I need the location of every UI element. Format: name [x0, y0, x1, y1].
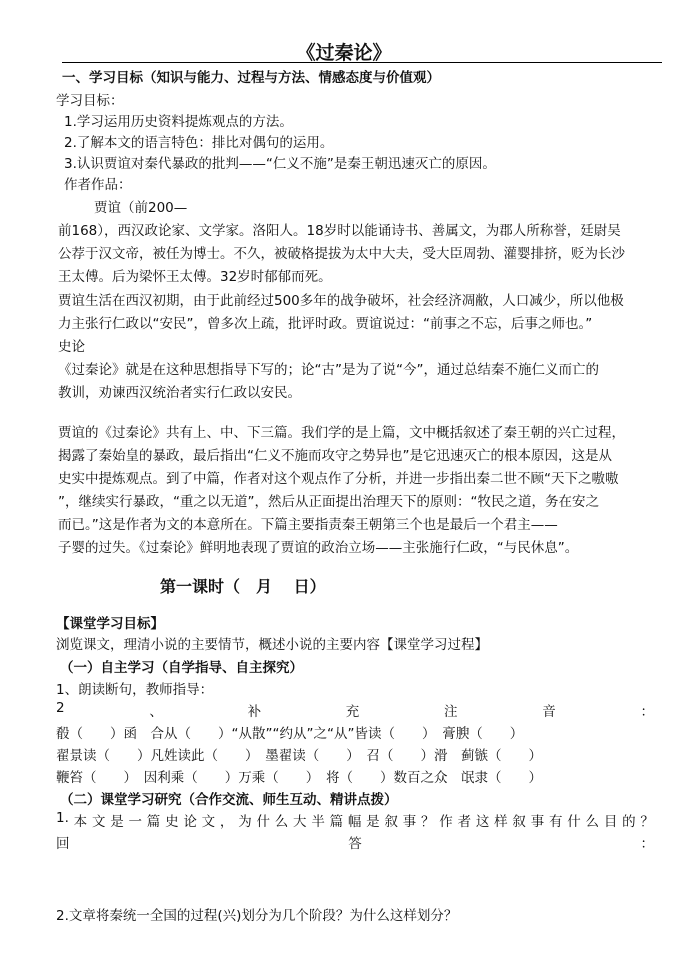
author-line: 公荐于汉文帝，被任为博士。不久，被破格提拔为太中大夫，受大臣周勃、灌婴排挤，贬为长沙: [58, 246, 625, 262]
question-1: 1. 本 文 是 一 篇 史 论 文 ， 为 什 么 大 半 篇 幅 是 叙 事 ？ 作 者 这 样 叙 事 有 什 么 目 的 ？: [56, 810, 654, 830]
phonetic-part: 、: [149, 704, 163, 720]
answer-line: [56, 832, 654, 852]
section1-heading: 一、学习目标（知识与能力、过程与方法、情感态度与价值观）: [62, 70, 440, 86]
phonetic-part: 注: [444, 704, 458, 720]
work-line: 史实中提炼观点。到了中篇，作者对这个观点作了分析，并进一步指出秦二世不顾“天下之嗷嗷: [58, 471, 619, 487]
phonetic-row: 殽（ ）函 合从（ ）“从散”“约从”之“从”皆读（ ） 膏腴（ ）: [56, 726, 524, 742]
answer-part: 答: [348, 836, 362, 852]
phonetic-heading: [56, 700, 654, 720]
class-goal-heading: 【课堂学习目标】: [56, 616, 164, 632]
author-line: 力主张行仁政以“安民”，曾多次上疏，批评时政。贾谊说过：“前事之不忘，后事之师也。”: [58, 316, 593, 332]
question-2: 2.文章将秦统一全国的过程(兴)划分为几个阶段？为什么这样划分？: [56, 908, 458, 924]
reading-line: 1、朗读断句，教师指导：: [56, 682, 214, 698]
author-line: 《过秦论》就是在这种思想指导下写的；论“古”是为了说“今”，通过总结秦不施仁义而亡的: [58, 362, 599, 378]
phonetic-row: 鞭笞（ ） 因利乘（ ）万乘（ ） 将（ ）数百之众 氓隶（ ）: [56, 770, 542, 786]
goal-item-2: 2.了解本文的语言特色：排比对偶句的运用。: [64, 135, 334, 151]
phonetic-part: 音: [542, 704, 556, 720]
work-line: 而已。”这是作者为文的本意所在。下篇主要指责秦王朝第三个也是最后一个君主——: [58, 517, 558, 533]
class-goal-text: 浏览课文，理清小说的主要情节，概述小说的主要内容【课堂学习过程】: [56, 637, 488, 653]
phonetic-part: 充: [345, 704, 360, 720]
work-line: 贾谊的《过秦论》共有上、中、下三篇。我们学的是上篇，文中概括叙述了秦王朝的兴亡过程，: [58, 425, 625, 441]
goals-label: 学习目标：: [56, 93, 124, 109]
phonetic-row: 翟景读（ ）凡姓读此（ ） 墨翟读（ ） 召（ ）滑 蓟镞（ ）: [56, 748, 542, 764]
author-line: 前168），西汉政论家、文学家。洛阳人。18岁时以能诵诗书、善属文，为郡人所称誉，廷尉吴: [58, 223, 621, 239]
phonetic-part: 补: [247, 704, 262, 720]
work-line: 子婴的过失。《过秦论》鲜明地表现了贾谊的政治立场——主张施行仁政，“与民休息”。: [58, 540, 579, 556]
lesson-title: 第一课时（ 月 日）: [160, 577, 326, 596]
research-heading: （二）课堂学习研究（合作交流、师生互动、精讲点拨）: [60, 792, 398, 808]
self-study-heading: （一）自主学习（自学指导、自主探究）: [60, 660, 303, 676]
author-line: 教训，劝谏西汉统治者实行仁政以安民。: [58, 385, 301, 401]
author-line: 王太傅。后为梁怀王太傅。32岁时郁郁而死。: [58, 269, 332, 285]
author-label: 作者作品：: [64, 177, 132, 193]
work-line: ”，继续实行暴政，“重之以无道”，然后从正面提出治理天下的原则：“牧民之道，务在安之: [58, 494, 599, 510]
phonetic-part: ：: [640, 704, 654, 720]
goal-item-3: 3.认识贾谊对秦代暴政的批判——“仁义不施”是秦王朝迅速灭亡的原因。: [64, 156, 496, 172]
goal-item-1: 1.学习运用历史资料提炼观点的方法。: [64, 114, 293, 130]
work-line: 揭露了秦始皇的暴政，最后指出“仁义不施而攻守之势异也”是它迅速灭亡的根本原因，这是从: [58, 448, 612, 464]
phonetic-part: 2: [56, 700, 65, 716]
answer-part: ：: [640, 836, 654, 852]
author-line: 贾谊生活在西汉初期，由于此前经过500多年的战争破坏，社会经济凋敝，人口减少，所以他极: [58, 293, 624, 309]
answer-part: 回: [56, 836, 70, 852]
page-title: 《过秦论》: [296, 42, 392, 64]
title-divider: [62, 62, 662, 63]
author-line: 贾谊（前200—: [94, 200, 188, 216]
author-line: 史论: [58, 339, 85, 355]
